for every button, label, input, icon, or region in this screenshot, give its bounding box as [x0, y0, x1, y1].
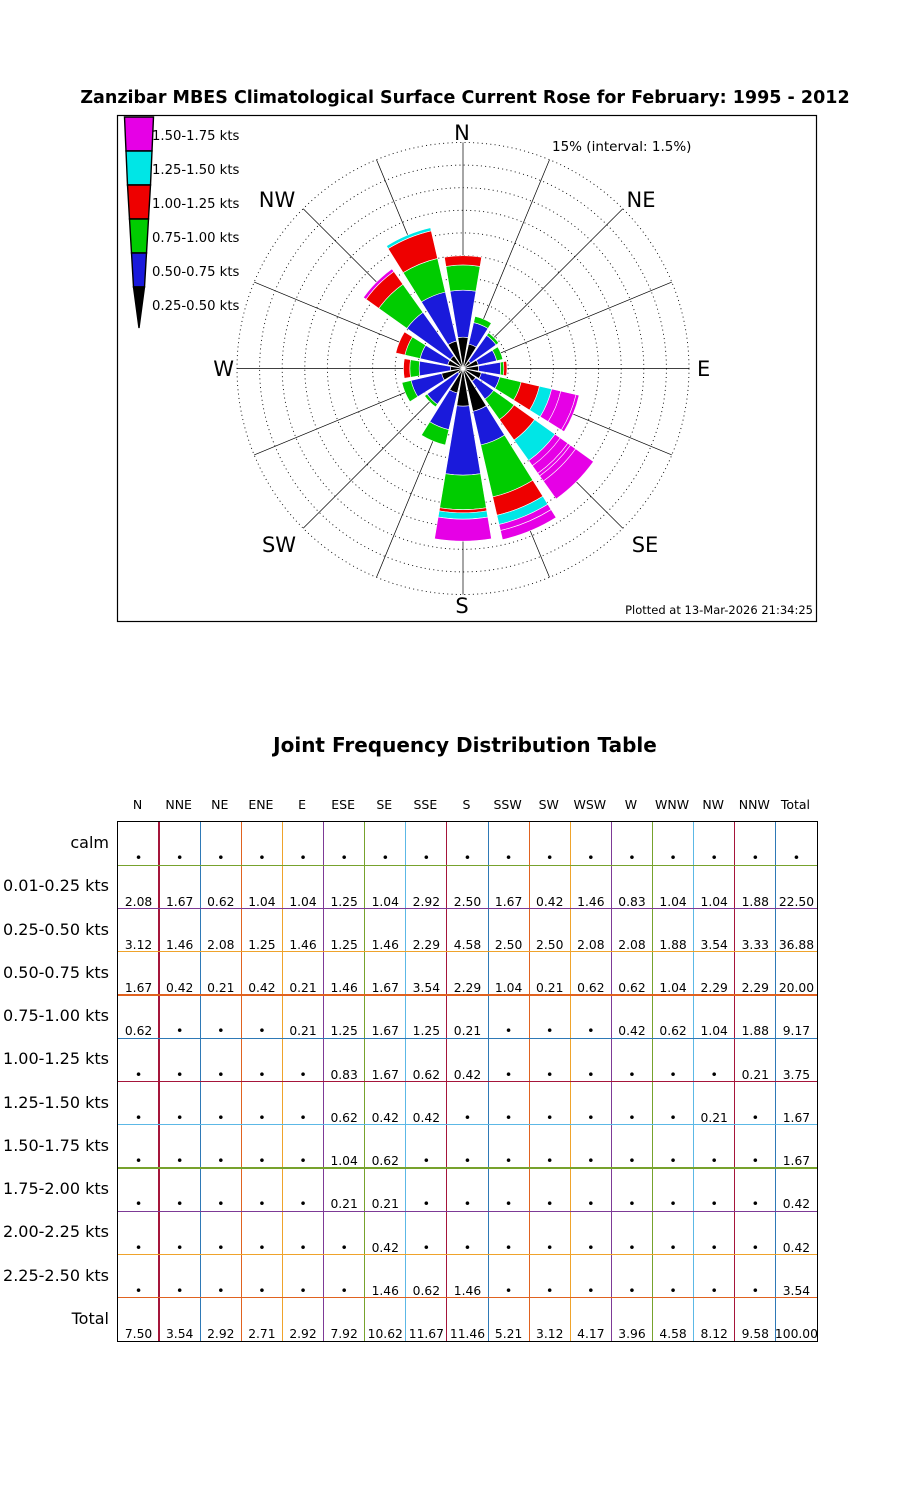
table-cell: • [422, 850, 431, 866]
table-cell: 0.42 [371, 1240, 399, 1255]
row-label-0.25-0.50-kts: 0.25-0.50 kts [3, 919, 109, 939]
table-cell: 1.04 [659, 894, 687, 909]
table-cell: 0.42 [618, 1024, 646, 1039]
legend-swatch-0 [125, 117, 154, 151]
table-cell: 0.62 [412, 1283, 441, 1298]
table-cell: 1.46 [371, 937, 399, 952]
table-cell: • [628, 1066, 636, 1082]
table-cell: 2.08 [207, 937, 235, 952]
table-cell: • [628, 1153, 636, 1168]
table-cell: • [422, 1153, 431, 1168]
table-cell: 1.46 [453, 1283, 482, 1298]
table-cell: • [134, 1109, 143, 1125]
table-cell: • [628, 1239, 636, 1255]
table-cell: 3.33 [741, 937, 769, 952]
table-cell: 2.50 [536, 937, 564, 952]
table-cell: 3.54 [412, 981, 441, 995]
col-header-ESE: ESE [331, 797, 355, 812]
col-header-Total: Total [780, 797, 811, 812]
table-cell: 9.17 [782, 1024, 811, 1039]
row-label-0.01-0.25-kts: 0.01-0.25 kts [3, 876, 109, 896]
table-cell: 0.21 [741, 1067, 769, 1082]
table-cell: • [258, 1066, 266, 1082]
table-cell: 1.04 [494, 981, 523, 995]
table-cell: • [175, 1239, 184, 1255]
table-cell: • [134, 1282, 143, 1298]
table-cell: 1.67 [494, 894, 523, 909]
table-cell: • [669, 850, 677, 866]
rose-legend [125, 117, 240, 328]
table-cell: 0.62 [207, 894, 235, 909]
table-cell: 7.50 [124, 1327, 153, 1341]
table-cell: 2.08 [577, 937, 605, 952]
table-cell: 1.88 [659, 937, 687, 952]
rose-petal-S-2.25-2.50 kts [435, 517, 492, 541]
table-cell: 1.88 [741, 1024, 769, 1039]
col-header-SW: SW [538, 797, 559, 812]
table-cell: 0.62 [577, 981, 605, 995]
legend-label: 1.25-1.50 kts [152, 163, 240, 178]
table-cell: • [751, 1196, 759, 1212]
table-cell: • [669, 1239, 677, 1255]
table-cell: 1.25 [248, 937, 276, 952]
table-cell: • [134, 1153, 143, 1168]
table-cell: • [299, 1109, 307, 1125]
legend-swatch-1 [126, 151, 152, 185]
table-cell: 1.67 [371, 1024, 399, 1039]
table-cell: • [669, 1153, 677, 1168]
row-label-1.00-1.25-kts: 1.00-1.25 kts [3, 1049, 109, 1069]
table-cell: 11.67 [408, 1327, 444, 1341]
table-cell: 0.21 [371, 1197, 399, 1212]
legend-label: 1.00-1.25 kts [152, 197, 240, 212]
legend-label: 1.50-1.75 kts [152, 129, 240, 144]
table-cell: • [340, 850, 348, 866]
col-header-N: N [132, 797, 143, 812]
table-cell: • [175, 1153, 184, 1168]
table-cell: • [175, 850, 184, 866]
table-cell: • [175, 1066, 184, 1082]
table-cell: • [628, 850, 636, 866]
table-cell: 0.83 [330, 1067, 358, 1082]
table-cell: 1.46 [289, 937, 317, 952]
table-cell: 2.92 [412, 894, 441, 909]
table-cell: 1.25 [330, 937, 358, 952]
table-column-headers [117, 795, 818, 815]
table-cell: 2.92 [207, 1327, 235, 1341]
table-cell: 36.88 [778, 937, 815, 952]
table-cell: 100.00 [774, 1327, 818, 1341]
table-cell: 1.04 [330, 1154, 358, 1168]
table-cell: • [710, 1196, 718, 1212]
table-cell: • [546, 1109, 554, 1125]
table-cell: 0.42 [371, 1110, 399, 1125]
table-cell: 1.67 [165, 894, 194, 909]
table-cell: 0.62 [124, 1024, 153, 1039]
rose-petal-W-0.75-1.00 kts [403, 359, 410, 379]
table-cell: 7.92 [330, 1327, 358, 1341]
table-cell: • [546, 1239, 554, 1255]
table-cell: 2.50 [494, 937, 523, 952]
table-cell: • [340, 1282, 348, 1298]
table-cell: 3.54 [782, 1283, 811, 1298]
table-cell: 1.67 [371, 1067, 399, 1082]
col-header-W: W [624, 797, 638, 812]
table-cell: • [628, 1109, 636, 1125]
table-cell: • [463, 1109, 472, 1125]
legend-swatch-4 [132, 253, 147, 287]
table-row-labels [0, 821, 109, 1340]
table-cell: • [217, 1066, 225, 1082]
table-cell: • [217, 1153, 225, 1168]
table-cell: • [587, 850, 595, 866]
table-cell: 2.29 [412, 937, 441, 952]
table-cell: • [175, 1196, 184, 1212]
compass-label-s: S [455, 594, 469, 618]
table-cell: • [751, 850, 759, 866]
table-cell: • [258, 1282, 266, 1298]
table-cell: • [422, 1239, 431, 1255]
table-cell: • [504, 1109, 513, 1125]
table-cell: • [546, 850, 554, 866]
legend-label: 0.50-0.75 kts [152, 265, 240, 280]
table-cell: 1.04 [371, 894, 399, 909]
table-cell: • [546, 1066, 554, 1082]
table-cell: 0.62 [371, 1154, 399, 1168]
table-cell: • [546, 1023, 554, 1039]
row-label-0.50-0.75-kts: 0.50-0.75 kts [3, 962, 109, 982]
table-cell: 0.42 [165, 981, 194, 995]
table-cell: • [463, 1239, 472, 1255]
table-cell: • [340, 1239, 348, 1255]
table-cell: 3.54 [700, 937, 728, 952]
table-cell: 3.12 [124, 937, 153, 952]
table-cell: • [751, 1109, 759, 1125]
table-cell: • [587, 1066, 595, 1082]
table-cell: 1.67 [371, 981, 399, 995]
legend-swatch-2 [128, 185, 151, 219]
table-cell: • [504, 1239, 513, 1255]
table-cell: 0.21 [289, 1024, 317, 1039]
table-cell: • [504, 850, 513, 866]
col-header-SSE: SSE [413, 797, 438, 812]
table-cell: • [299, 850, 307, 866]
table-cell: • [669, 1109, 677, 1125]
table-cell: 1.46 [577, 894, 605, 909]
table-cell: • [504, 1153, 513, 1168]
row-label-2.00-2.25-kts: 2.00-2.25 kts [3, 1222, 109, 1242]
table-cell: 2.08 [124, 894, 153, 909]
table-cell: • [299, 1196, 307, 1212]
table-cell: • [258, 1153, 266, 1168]
table-cell: • [258, 1196, 266, 1212]
table-cell: 0.21 [207, 981, 235, 995]
table-cell: • [463, 1153, 472, 1168]
rose-petal-W-0.50-0.75 kts [410, 360, 420, 378]
table-cell: 0.62 [412, 1067, 441, 1082]
table-cell: 22.50 [778, 894, 815, 909]
table-cell: 1.25 [412, 1024, 441, 1039]
table-title: Joint Frequency Distribution Table [273, 733, 657, 757]
table-cell: • [587, 1282, 595, 1298]
col-header-WNW: WNW [655, 797, 690, 812]
table-cell: • [258, 1239, 266, 1255]
table-cell: 1.25 [330, 1024, 358, 1039]
table-cell: • [710, 1153, 718, 1168]
table-cell: 0.42 [412, 1110, 441, 1125]
rose-petals [363, 228, 593, 541]
table-cell: 0.62 [330, 1110, 358, 1125]
table-cell: • [217, 1023, 225, 1039]
table-cell: 3.75 [782, 1067, 811, 1082]
table-cell: 2.29 [741, 981, 769, 995]
plotted-at-timestamp: Plotted at 13-Mar-2026 21:34:25 [625, 603, 813, 617]
table-cell: 8.12 [700, 1327, 728, 1341]
table-cell: • [217, 1239, 225, 1255]
table-cell: 2.29 [453, 981, 482, 995]
table-cell: • [299, 1066, 307, 1082]
table-cell: 1.04 [659, 981, 687, 995]
rose-petal-N-0.75-1.00 kts [444, 256, 481, 267]
table-cell: • [217, 850, 225, 866]
row-label-calm: calm [70, 833, 109, 853]
compass-label-ne: NE [626, 188, 656, 212]
table-cell: • [134, 1239, 143, 1255]
table-cell: 0.42 [536, 894, 564, 909]
table-cell: • [792, 850, 801, 866]
table-cell: • [546, 1153, 554, 1168]
table-cell: • [175, 1109, 184, 1125]
table-cell: • [710, 1239, 718, 1255]
table-cell: • [381, 850, 389, 866]
table-cell: • [710, 1282, 718, 1298]
table-cell: 0.42 [782, 1197, 811, 1212]
table-cell: 1.04 [248, 894, 276, 909]
table-cell: • [258, 1023, 266, 1039]
rose-petal-N-0.50-0.75 kts [446, 265, 480, 291]
legend-swatch-5 [134, 287, 145, 328]
table-cell: • [258, 850, 266, 866]
row-label-1.25-1.50-kts: 1.25-1.50 kts [3, 1092, 109, 1112]
table-cell: • [299, 1153, 307, 1168]
table-cell: 0.83 [618, 894, 646, 909]
table-cell: 0.42 [248, 981, 276, 995]
row-label-1.75-2.00-kts: 1.75-2.00 kts [3, 1179, 109, 1199]
current-rose-chart [0, 0, 900, 700]
table-cell: 4.58 [453, 937, 482, 952]
table-cell: • [258, 1109, 266, 1125]
col-header-SSW: SSW [493, 797, 522, 812]
col-header-WSW: WSW [573, 797, 607, 812]
table-cell: • [175, 1282, 184, 1298]
table-cell: 1.46 [371, 1283, 399, 1298]
table-cell: • [751, 1239, 759, 1255]
compass-label-nw: NW [258, 188, 296, 212]
table-cell: 1.04 [700, 894, 728, 909]
table-cell: 2.92 [289, 1327, 317, 1341]
compass-label-e: E [697, 357, 711, 381]
table-cell: 0.21 [330, 1197, 358, 1212]
table-cell: 11.46 [449, 1327, 486, 1341]
compass-label-se: SE [631, 533, 659, 557]
table-cell: • [587, 1109, 595, 1125]
table-cell: 1.46 [165, 937, 194, 952]
table-cell: • [217, 1196, 225, 1212]
rose-petal-E-0.75-1.00 kts [503, 361, 507, 376]
table-cell: 2.29 [700, 981, 728, 995]
table-cell: • [710, 1066, 718, 1082]
table-cell: • [751, 1282, 759, 1298]
table-cell: • [628, 1196, 636, 1212]
table-cell: 2.08 [618, 937, 646, 952]
table-cell: 0.62 [618, 981, 646, 995]
col-header-E: E [298, 797, 306, 812]
table-cell: 5.21 [494, 1327, 523, 1341]
row-label-2.25-2.50-kts: 2.25-2.50 kts [3, 1265, 109, 1285]
table-cell: 2.71 [248, 1327, 276, 1341]
table-cell: • [546, 1282, 554, 1298]
row-label-Total: Total [71, 1308, 109, 1328]
table-cell: • [504, 1023, 513, 1039]
table-cell: 0.21 [453, 1024, 482, 1039]
table-cell: • [587, 1023, 595, 1039]
legend-label: 0.25-0.50 kts [152, 299, 240, 314]
table-cell: • [422, 1196, 431, 1212]
compass-label-sw: SW [261, 533, 297, 557]
table-cell: 1.67 [124, 981, 153, 995]
rose-title: Zanzibar MBES Climatological Surface Current Rose for February: 1995 - 2012 [80, 88, 850, 108]
table-cell: • [134, 850, 143, 866]
table-cell: 0.21 [289, 981, 317, 995]
table-cell: 1.25 [330, 894, 358, 909]
table-cell: • [504, 1066, 513, 1082]
table-cell: 10.62 [367, 1327, 403, 1341]
table-cell: 1.04 [700, 1024, 728, 1039]
legend-swatch-3 [130, 219, 149, 253]
table-cell: • [587, 1239, 595, 1255]
table-cell: • [134, 1066, 143, 1082]
compass-label-n: N [454, 121, 470, 145]
table-cell: • [175, 1023, 184, 1039]
table-cell: 1.67 [782, 1110, 811, 1125]
col-header-ENE: ENE [248, 797, 274, 812]
table-cell: 0.42 [453, 1067, 482, 1082]
col-header-NNE: NNE [165, 797, 192, 812]
table-cell: • [217, 1282, 225, 1298]
table-cell: • [546, 1196, 554, 1212]
table-cell: • [299, 1282, 307, 1298]
table-cell: 1.67 [782, 1154, 811, 1168]
table-cell: 4.17 [577, 1327, 605, 1341]
table-cell: 1.04 [289, 894, 317, 909]
col-header-NW: NW [702, 797, 725, 812]
table-cell: 20.00 [778, 981, 815, 995]
col-header-S: S [462, 797, 471, 812]
table-cell: • [710, 850, 718, 866]
table-cell: • [587, 1196, 595, 1212]
table-cell: • [134, 1196, 143, 1212]
table-cell: 9.58 [741, 1327, 769, 1341]
table-cell: • [669, 1196, 677, 1212]
col-header-SE: SE [376, 797, 393, 812]
col-header-NNW: NNW [738, 797, 770, 812]
table-cell: 0.21 [700, 1110, 728, 1125]
row-label-1.50-1.75-kts: 1.50-1.75 kts [3, 1135, 109, 1155]
table-cell: 0.21 [536, 981, 564, 995]
compass-label-w: W [213, 357, 234, 381]
table-cell: • [628, 1282, 636, 1298]
table-cell: 1.88 [741, 894, 769, 909]
table-cell: 3.54 [165, 1327, 194, 1341]
table-cell: • [463, 1196, 472, 1212]
table-cell: • [669, 1066, 677, 1082]
table-cell: • [504, 1196, 513, 1212]
table-cell: • [587, 1153, 595, 1168]
legend-label: 0.75-1.00 kts [152, 231, 240, 246]
table-cell: • [669, 1282, 677, 1298]
table-cell: 2.50 [453, 894, 482, 909]
radial-scale-label: 15% (interval: 1.5%) [552, 139, 692, 155]
table-cell: 0.62 [659, 1024, 687, 1039]
table-cell: • [504, 1282, 513, 1298]
table-cell: 0.42 [782, 1240, 811, 1255]
row-label-0.75-1.00-kts: 0.75-1.00 kts [3, 1006, 109, 1026]
table-cell: • [463, 850, 472, 866]
table-cell: 4.58 [659, 1327, 687, 1341]
rose-petal-S-0.50-0.75 kts [440, 474, 487, 510]
table-cell: 3.12 [536, 1327, 564, 1341]
col-header-NE: NE [211, 797, 229, 812]
table-cell: 1.46 [330, 981, 358, 995]
table-cell: • [299, 1239, 307, 1255]
jfd-table [117, 821, 818, 1342]
table-cell: • [217, 1109, 225, 1125]
table-cell: 3.96 [618, 1327, 646, 1341]
table-cell: • [751, 1153, 759, 1168]
